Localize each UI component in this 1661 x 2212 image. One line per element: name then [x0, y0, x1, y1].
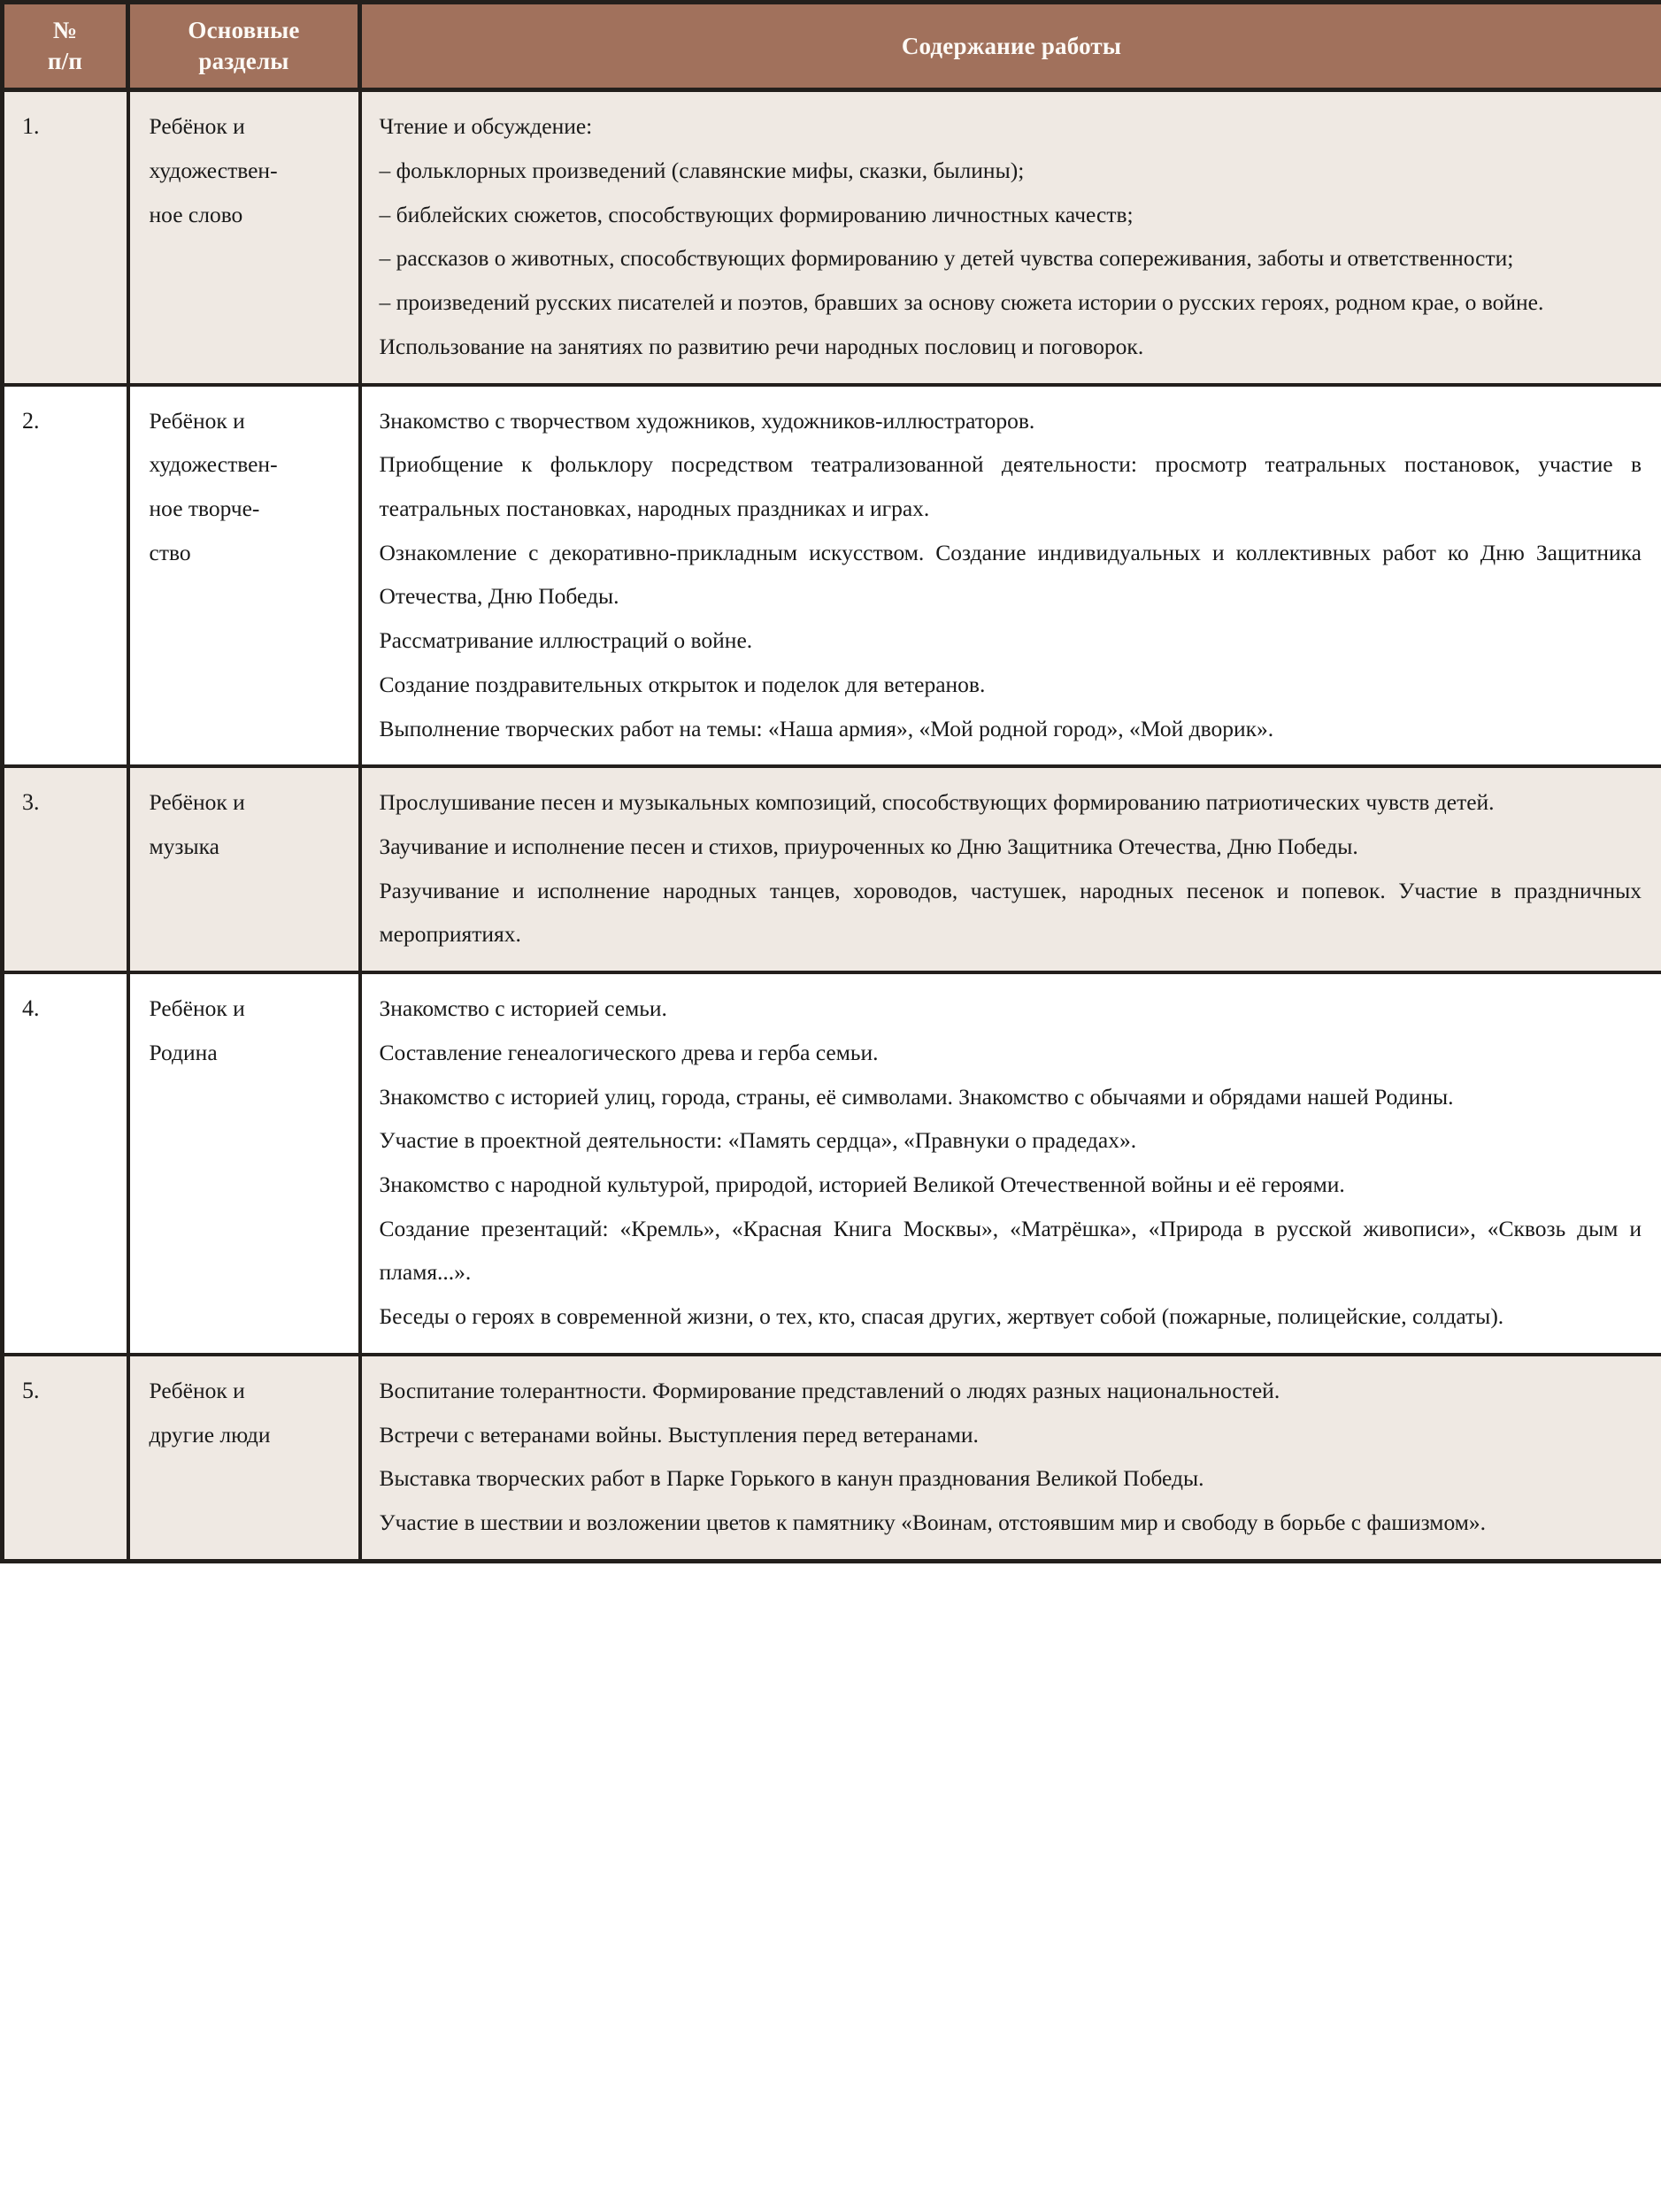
content-paragraph: Рассматривание иллюстраций о войне.	[379, 627, 753, 654]
content-paragraph: Чтение и обсуждение:	[379, 113, 593, 140]
content-paragraph: Выполнение творческих работ на темы: «Наша армия», «Мой родной город», «Мой дворик».	[379, 715, 1274, 741]
column-header-number-line1: №	[52, 17, 78, 43]
row-section-cell	[128, 1355, 360, 1561]
row-section-cell	[128, 972, 360, 1355]
row-number-cell: 3.	[3, 766, 128, 972]
content-paragraph: Знакомство с историей семьи.	[379, 995, 667, 1022]
section-line: музыка	[149, 833, 219, 859]
section-line: художествен-	[149, 451, 278, 478]
row-content-cell	[360, 90, 1661, 385]
row-number-cell: 1.	[3, 90, 128, 385]
table-header-row	[3, 3, 1661, 90]
section-line: художествен-	[149, 157, 278, 183]
table-row	[3, 766, 1661, 972]
content-paragraph: Прослушивание песен и музыкальных композиций, способствующих формированию патриотических чувств детей.	[379, 789, 1495, 816]
content-paragraph: Создание поздравительных открыток и поделок для ветеранов.	[379, 671, 986, 697]
content-paragraph: Выставка творческих работ в Парке Горького в канун празднования Великой Победы.	[379, 1465, 1204, 1492]
content-paragraph: Участие в шествии и возложении цветов к памятнику «Воинам, отстоявшим мир и свободу в борьбе с фашизмом».	[379, 1509, 1486, 1536]
section-line: другие люди	[149, 1421, 271, 1448]
content-paragraph: Знакомство с творчеством художников, художников-иллюстраторов.	[379, 407, 1035, 434]
row-section-cell	[128, 766, 360, 972]
content-paragraph: – произведений русских писателей и поэтов, бравших за основу сюжета истории о русских героях, родном крае, о войне.	[379, 289, 1544, 316]
content-paragraph: – библейских сюжетов, способствующих формированию личностных качеств;	[379, 201, 1134, 227]
section-line: Ребёнок и	[149, 113, 245, 140]
column-header-number-line2: п/п	[47, 48, 83, 75]
column-header-sections-line2: разделы	[198, 48, 289, 75]
row-content-cell	[360, 1355, 1661, 1561]
row-number-cell: 5.	[3, 1355, 128, 1561]
content-paragraph: – рассказов о животных, способствующих формированию у детей чувства сопереживания, заботы и ответственности;	[379, 245, 1514, 272]
section-line: Ребёнок и	[149, 995, 245, 1022]
row-number-cell: 2.	[3, 385, 128, 767]
row-section-cell	[128, 385, 360, 767]
row-content-cell	[360, 385, 1661, 767]
content-paragraph: Создание презентаций: «Кремль», «Красная Книга Москвы», «Матрёшка», «Природа в русской живописи», «Сквозь дым и пламя...».	[379, 1215, 1642, 1286]
content-paragraph: – фольклорных произведений (славянские мифы, сказки, былины);	[379, 157, 1025, 183]
content-paragraph: Воспитание толерантности. Формирование представлений о людях разных национальностей.	[379, 1377, 1280, 1403]
row-content-cell	[360, 972, 1661, 1355]
section-line: Родина	[149, 1039, 218, 1065]
column-header-sections-line1: Основные	[188, 17, 300, 43]
content-paragraph: Встречи с ветеранами войны. Выступления перед ветеранами.	[379, 1421, 979, 1448]
row-section-cell	[128, 90, 360, 385]
content-paragraph: Заучивание и исполнение песен и стихов, приуроченных ко Дню Защитника Отечества, Дню Победы.	[379, 833, 1358, 859]
section-line: Ребёнок и	[149, 1377, 245, 1403]
content-paragraph: Использование на занятиях по развитию речи народных пословиц и поговорок.	[379, 333, 1144, 359]
row-number-cell: 4.	[3, 972, 128, 1355]
column-header-sections	[128, 3, 360, 90]
table-row	[3, 1355, 1661, 1561]
content-paragraph: Участие в проектной деятельности: «Память сердца», «Правнуки о прадедах».	[379, 1127, 1137, 1154]
section-line: ное творче-	[149, 495, 260, 521]
content-paragraph: Ознакомление с декоративно-прикладным искусством. Создание индивидуальных и коллективных работ ко Дню Защитника Отечества, Дню Победы.	[379, 539, 1642, 610]
section-line: Ребёнок и	[149, 789, 245, 816]
content-paragraph: Знакомство с народной культурой, природой, историей Великой Отечественной войны и её героями.	[379, 1171, 1345, 1197]
table-header	[3, 3, 1661, 90]
table-row	[3, 385, 1661, 767]
content-paragraph: Знакомство с историей улиц, города, страны, её символами. Знакомство с обычаями и обрядами нашей Родины.	[379, 1083, 1454, 1110]
column-header-content: Содержание работы	[360, 3, 1661, 90]
table-row	[3, 972, 1661, 1355]
section-line: ство	[149, 539, 191, 565]
content-paragraph: Составление генеалогического древа и герба семьи.	[379, 1039, 879, 1065]
content-paragraph: Приобщение к фольклору посредством театрализованной деятельности: просмотр театральных постановок, участие в театральных постановках, народных праздниках и играх.	[379, 451, 1642, 521]
section-line: Ребёнок и	[149, 407, 245, 434]
table-row	[3, 90, 1661, 385]
content-paragraph: Разучивание и исполнение народных танцев, хороводов, частушек, народных песенок и попевок. Участие в праздничных мероприятиях.	[379, 877, 1642, 948]
section-line: ное слово	[149, 201, 243, 227]
row-content-cell	[360, 766, 1661, 972]
content-paragraph: Беседы о героях в современной жизни, о тех, кто, спасая других, жертвует собой (пожарные, полицейские, солдаты).	[379, 1303, 1504, 1330]
column-header-number	[3, 3, 128, 90]
table-body	[3, 90, 1661, 1562]
